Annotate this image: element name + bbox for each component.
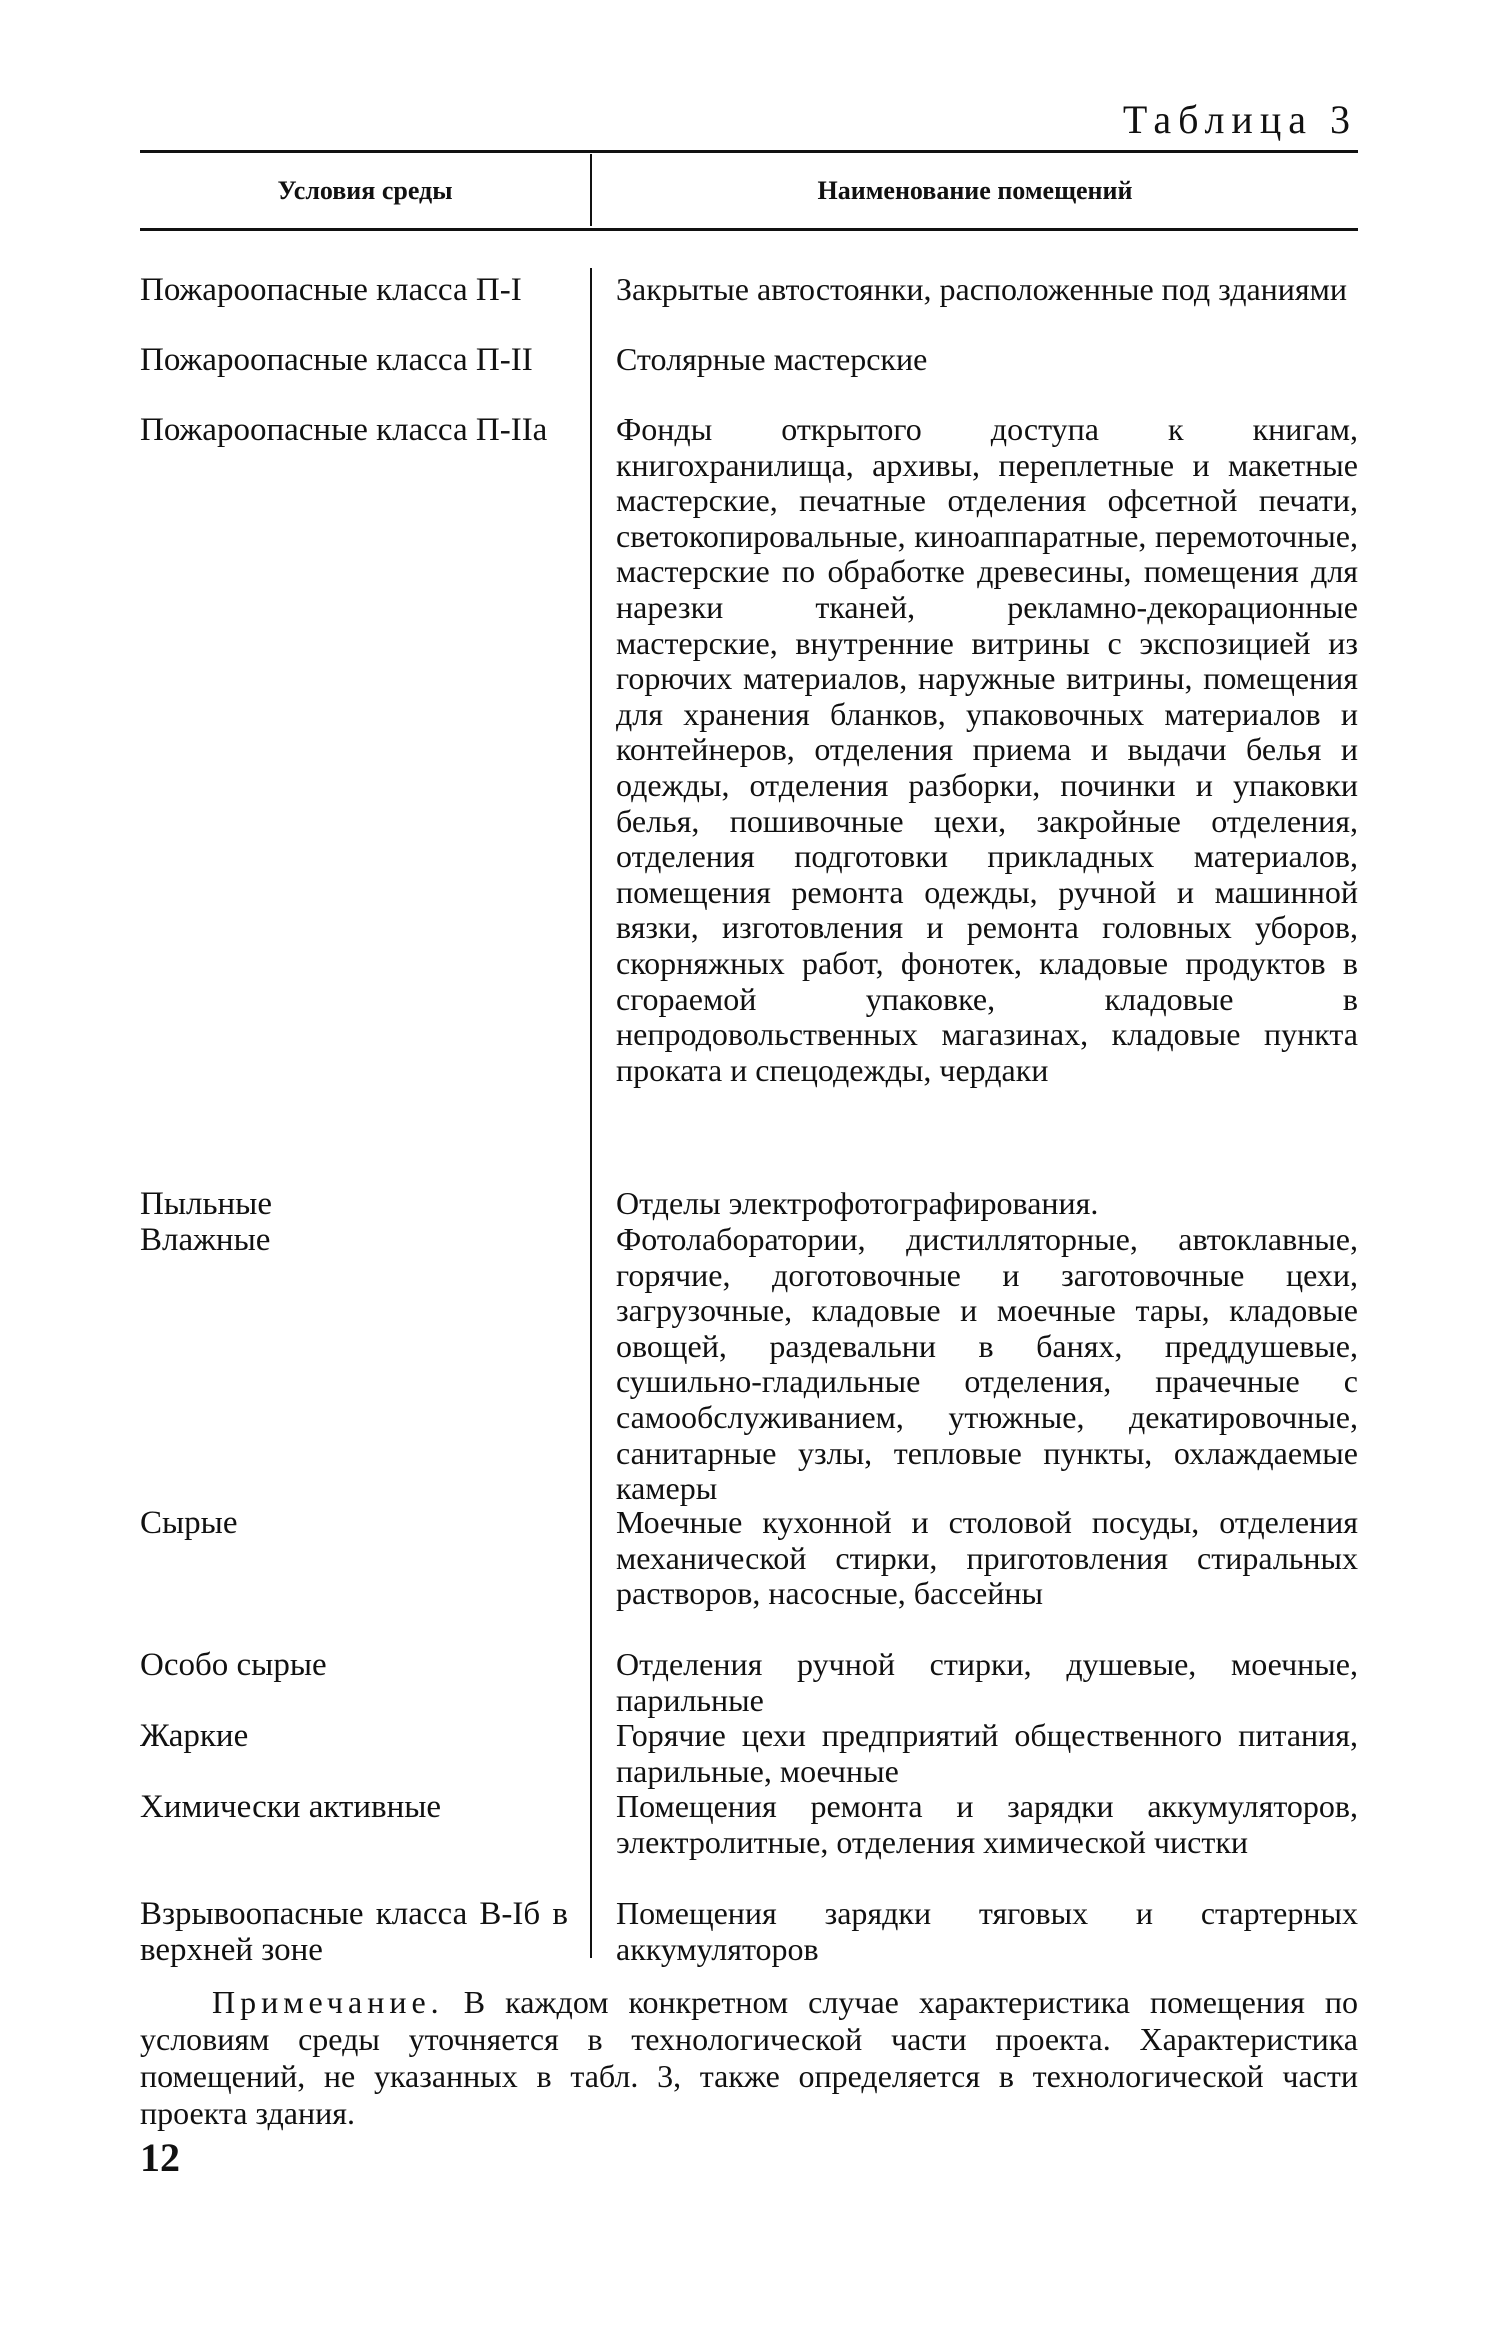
table-header-rule (140, 228, 1358, 231)
condition-cell: Пожароопасные класса П-II (140, 342, 533, 378)
body-column-separator (590, 268, 592, 1958)
note-text: В каждом конкретном случае характеристика помещения по условиям среды уточняется в технологической части проекта. Характеристика помещений, не указанных в табл. 3, также определяется в технологической части проекта здания. (140, 1984, 1359, 2131)
condition-cell: Влажные (140, 1222, 271, 1258)
condition-cell: Пожароопасные класса П-IIа (140, 412, 548, 448)
header-premises: Наименование помещений (817, 176, 1133, 205)
condition-cell: Жаркие (140, 1718, 249, 1754)
page-number: 12 (140, 2135, 180, 2180)
premises-cell: Помещения зарядки тяговых и стартерных аккумуляторов (616, 1895, 1358, 1967)
premises-cell: Горячие цехи предприятий общественного питания, парильные, моечные (616, 1717, 1358, 1789)
condition-cell: Пожароопасные класса П-I (140, 272, 522, 308)
condition-cell: Особо сырые (140, 1647, 327, 1683)
premises-cell: Помещения ремонта и зарядки аккумуляторов, электролитные, отделения химической чистки (616, 1788, 1358, 1860)
premises-cell: Моечные кухонной и столовой посуды, отделения механической стирки, приготовления стиральных растворов, насосные, бассейны (616, 1504, 1358, 1612)
table-note (140, 1984, 1358, 2132)
premises-cell: Отделения ручной стирки, душевые, моечные, парильные (616, 1646, 1358, 1718)
condition-cell: Пыльные (140, 1186, 272, 1222)
note-label: Примечание. (212, 1984, 444, 2020)
premises-cell: Закрытые автостоянки, расположенные под зданиями (616, 271, 1348, 307)
condition-cell: Сырые (140, 1505, 238, 1541)
premises-cell: Отделы электрофотографирования. (616, 1185, 1099, 1221)
condition-cell: Взрывоопасные класса В-Iб в верхней зоне (140, 1896, 568, 1968)
premises-cell: Фотолаборатории, дистилляторные, автоклавные, горячие, доготовочные и заготовочные цехи, загрузочные, кладовые и моечные тары, кладовые овощей, раздевальни в банях, преддушевые, сушильно-гладильные отделения, прачечные с самообслуживанием, утюжные, декатировочные, санитарные узлы, тепловые пункты, охлаждаемые камеры (616, 1221, 1358, 1507)
premises-cell: Столярные мастерские (616, 341, 928, 377)
condition-cell: Химически активные (140, 1789, 442, 1825)
table-caption: Таблица 3 (1122, 97, 1357, 142)
header-conditions: Условия среды (277, 176, 453, 205)
table-top-rule (140, 150, 1358, 153)
premises-cell: Фонды открытого доступа к книгам, книгохранилища, архивы, переплетные и макетные мастерские, печатные отделения офсетной печати, светокопировальные, киноаппаратные, перемоточные, мастерские по обработке древесины, помещения для нарезки тканей, рекламно-декорационные мастерские, внутренние витрины с экспозицией из горючих материалов, наружные витрины, помещения для хранения бланков, упаковочных материалов и контейнеров, отделения приема и выдачи белья и одежды, отделения разборки, починки и упаковки белья, пошивочные цехи, закройные отделения, отделения подготовки прикладных материалов, помещения ремонта одежды, ручной и машинной вязки, изготовления и ремонта головных уборов, скорняжных работ, фонотек, кладовые продуктов в сгораемой упаковке, кладовые в непродовольственных магазинах, кладовые пункта проката и спецодежды, чердаки (616, 411, 1358, 1088)
